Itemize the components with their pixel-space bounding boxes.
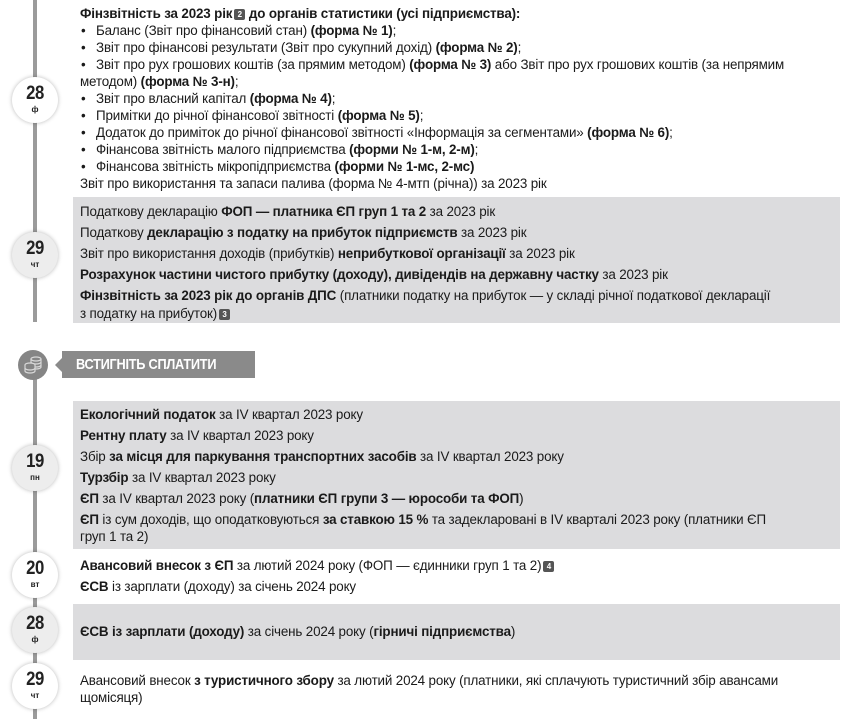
entry-line [80,306,840,322]
item-suffix: або Звіт про рух грошових коштів (за непрямим [491,57,785,72]
list-item [80,56,840,73]
item-text: Звіт про власний капітал [96,91,250,106]
bold-text: Турзбір [80,470,129,485]
coins-icon [18,350,48,380]
day-number: 28 [26,83,44,104]
item-form: (форма № 5) [337,108,420,123]
footnote-marker: 4 [543,561,554,572]
text: за IV квартал 2023 року [128,470,276,485]
text: (платники податку на прибуток — у складі річної податкової декларації [336,288,771,303]
pay-entry-19 [73,401,840,549]
list-item [80,141,840,158]
text: за лютий 2024 року (платники, які сплачують туристичний збір авансами [333,673,779,688]
bold-text: за місця для паркування транспортних засобів [109,449,417,464]
bullet-icon: • [81,40,86,55]
section-title-pay [62,351,255,378]
item-suffix: ; [234,74,239,89]
day-of-week: пн [30,473,40,482]
text: груп 1 та 2) [80,529,149,544]
bullet-icon: • [81,23,86,38]
pay-entry-29 [73,672,840,712]
entry-line [80,576,840,597]
date-badge-29-pay [12,663,58,709]
date-badge-28 [12,77,58,123]
entry-line [80,425,840,446]
item-suffix: ; [419,108,424,123]
text: за IV квартал 2023 року [416,449,564,464]
entry-title [80,5,840,22]
footnote-marker: 2 [234,9,245,20]
text: із зарплати (доходу) за січень 2024 року [108,579,356,594]
list-item [80,107,840,124]
fuel-report-line: Звіт про використання та запаси палива (форма № 4-мтп (річна)) за 2023 рік [80,176,547,191]
day-of-week: вт [30,580,40,589]
bold-text: ФОП — платника ЄП груп 1 та 2 [221,204,427,219]
entry-line [80,446,840,467]
entry-line [80,623,840,640]
text: за 2023 рік [505,246,575,261]
item-text: методом) [80,74,141,89]
item-suffix: ; [517,40,522,55]
bold-text: ЄСВ [80,579,109,594]
bold-text: Авансовий внесок з ЄП [80,558,234,573]
bold-text: Розрахунок частини чистого прибутку (доходу), дивідендів на державну частку [80,267,599,282]
day-number: 19 [26,451,44,472]
pay-entry-28 [73,604,840,660]
entry-line [80,467,840,488]
title-text-cont: до органів статистики (усі підприємства): [245,6,521,21]
date-badge-20 [12,552,58,598]
title-text: Фінзвітність за 2023 рік [80,6,233,21]
item-form: (форми № 1-мс, 2-мс) [334,159,475,174]
item-text: Звіт про фінансові результати (Звіт про сукупний дохід) [96,40,436,55]
bold-text: Рентну плату [80,428,167,443]
date-badge-29 [12,232,58,278]
text: за IV квартал 2023 року [166,428,314,443]
day-number: 28 [26,613,44,634]
entry-line [80,689,840,706]
day-of-week: чт [30,691,40,700]
text: за 2023 рік [426,204,496,219]
day-of-week: ф [31,635,39,644]
bullet-icon: • [81,125,86,140]
bold-text: Фінзвітність за 2023 рік до органів ДПС [80,288,337,303]
bold-text: за ставкою 15 % [322,512,429,527]
entry-line [80,509,840,530]
text: Звіт про використання доходів (прибутків) [80,246,338,261]
item-form: (форма № 3-н) [140,74,235,89]
text: за IV квартал 2023 року ( [98,491,255,506]
item-text: Баланс (Звіт про фінансовий стан) [96,23,311,38]
entry-line [80,404,840,425]
entry-line [80,530,840,546]
bullet-icon: • [81,108,86,123]
text: щомісяця) [80,690,143,705]
item-suffix: ; [669,125,673,140]
item-text: Фінансова звітність малого підприємства [96,142,350,157]
entry-line [80,201,840,222]
text: за січень 2024 року ( [244,624,374,639]
bold-text: гірничі підприємства [373,624,511,639]
text: за 2023 рік [598,267,668,282]
bullet-icon: • [81,91,86,106]
item-suffix: ; [474,142,479,157]
item-form: (форма № 4) [249,91,332,106]
item-suffix: ; [392,23,397,38]
list-item [80,90,840,107]
item-text: Додаток до приміток до річної фінансової звітності «Інформація за сегментами» [96,125,588,140]
bold-text: декларацію з податку на прибуток підприємств [147,225,458,240]
entry-line [80,243,840,264]
text: Збір [80,449,110,464]
bold-text: неприбуткової організації [337,246,506,261]
text: за IV квартал 2023 року [215,407,363,422]
entry-line [80,555,840,576]
bold-text: ЄП [80,512,99,527]
item-form: (форма № 6) [587,125,670,140]
report-entry-28 [73,5,840,192]
bold-text: ЄСВ із зарплати (доходу) [80,624,245,639]
list-item [80,22,840,39]
text: Податкову [80,225,148,240]
item-form: (форми № 1-м, 2-м) [349,142,475,157]
entry-line [80,285,840,306]
entry-line [80,488,840,509]
bullet-icon: • [81,142,86,157]
item-form: (форма № 2) [435,40,518,55]
entry-line [80,222,840,243]
footnote-marker: 3 [219,309,230,320]
coins-icon-glyph [18,350,48,380]
day-number: 20 [26,558,44,579]
text: Податкову декларацію [80,204,222,219]
item-text: Фінансова звітність мікропідприємства [96,159,335,174]
pay-entry-20 [73,555,840,603]
day-of-week: ф [31,105,39,114]
entry-line [80,672,840,689]
text: за 2023 рік [457,225,527,240]
bold-text: Екологічний податок [80,407,216,422]
text: ) [510,624,516,639]
date-badge-28-pay [12,607,58,653]
text: з податку на прибуток) [80,306,218,321]
bold-text: платники ЄП групи 3 — юрособи та ФОП [254,491,520,506]
day-number: 29 [26,238,44,259]
text: за лютий 2024 року (ФОП — єдинники груп 1 та 2) [233,558,542,573]
item-suffix: ; [331,91,336,106]
item-form: (форма № 3) [409,57,492,72]
item-text: Примітки до річної фінансової звітності [96,108,338,123]
text: із сум доходів, що оподатковуються [98,512,323,527]
day-number: 29 [26,669,44,690]
item-text: Звіт про рух грошових коштів (за прямим методом) [96,57,410,72]
list-item [80,39,840,56]
list-item-continuation [80,73,840,90]
section-title-text: ВСТИГНІТЬ СПЛАТИТИ [76,356,217,373]
date-badge-19 [12,445,58,491]
list-item [80,158,840,175]
text: Авансовий внесок [80,673,195,688]
day-of-week: чт [30,260,40,269]
text: ) [519,491,524,506]
item-form: (форма № 1) [310,23,393,38]
entry-line [80,264,840,285]
bold-text: з туристичного збору [194,673,334,688]
text: та задекларовані в IV кварталі 2023 року (платники ЄП [428,512,766,527]
report-entry-29 [73,197,840,323]
bullet-icon: • [81,57,86,72]
list-item [80,124,840,141]
bold-text: ЄП [80,491,99,506]
bullet-icon: • [81,159,86,174]
